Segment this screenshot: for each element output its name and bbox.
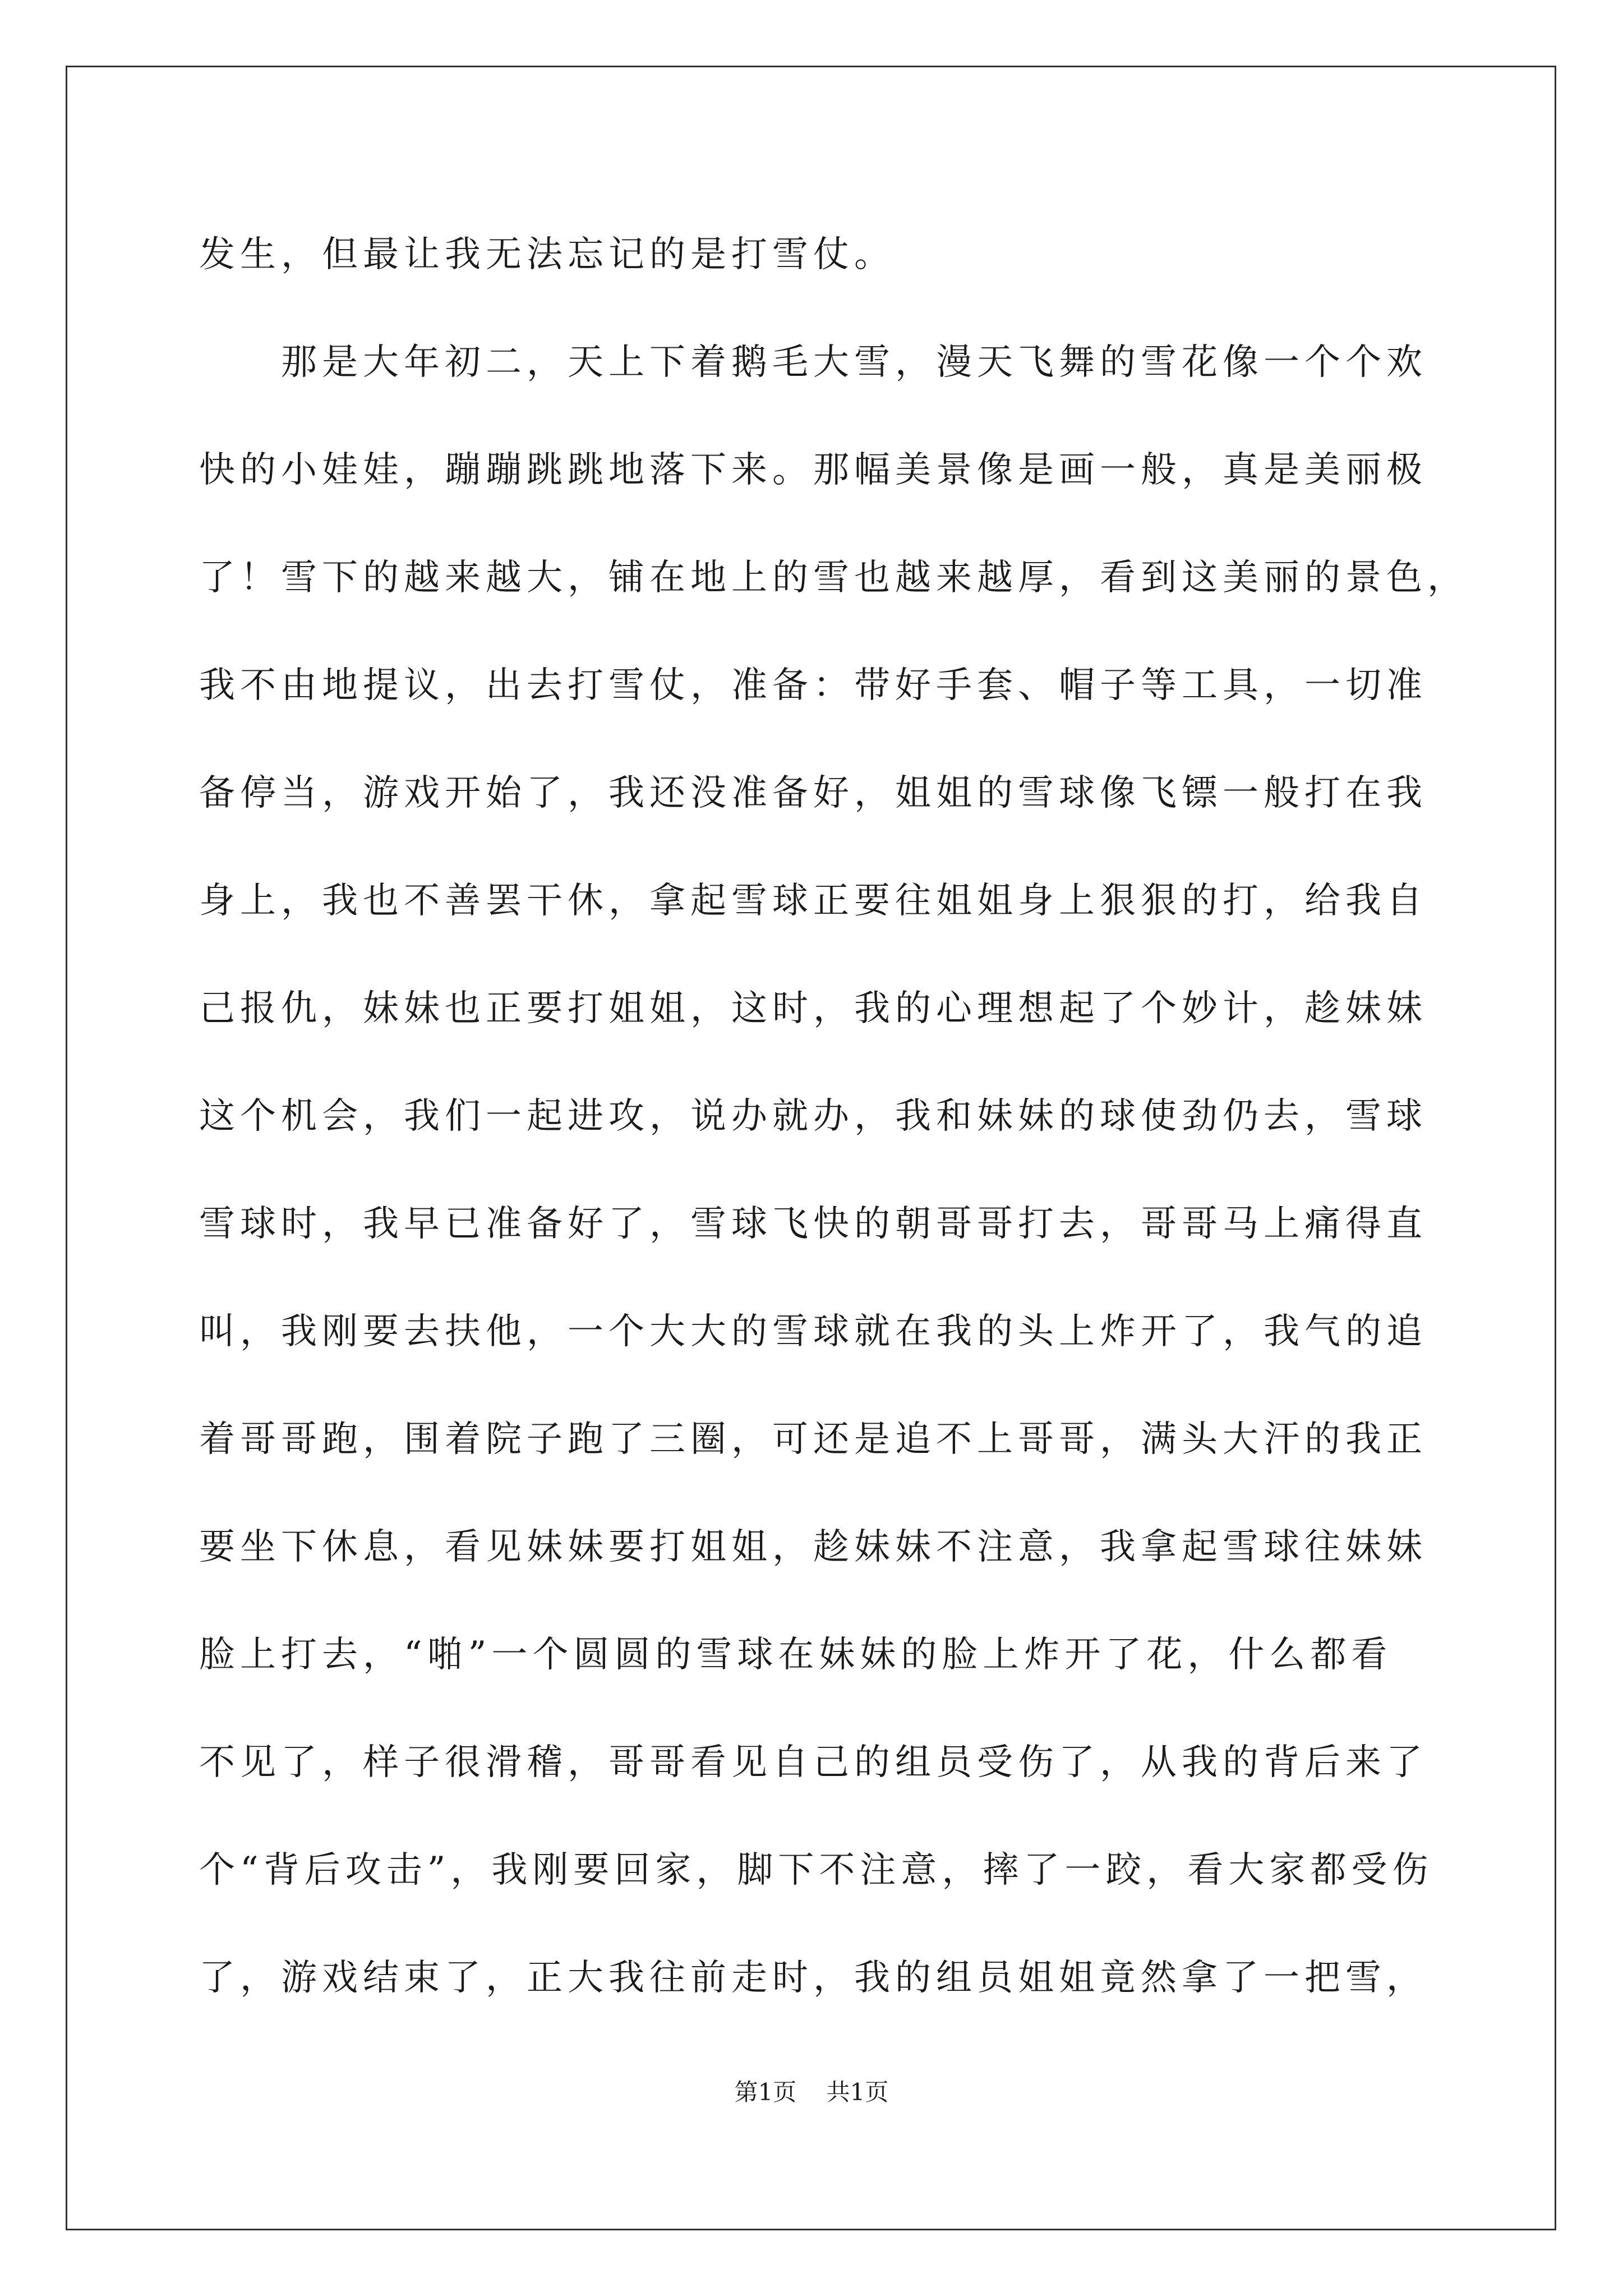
text-line: 雪球时，我早已准备好了，雪球飞快的朝哥哥打去，哥哥马上痛得直: [199, 1203, 1427, 1245]
text-line: 快的小娃娃，蹦蹦跳跳地落下来。那幅美景像是画一般，真是美丽极: [199, 449, 1427, 491]
text-line: 这个机会，我们一起进攻，说办就办，我和妹妹的球使劲仍去，雪球: [199, 1096, 1427, 1137]
text-line: 不见了，样子很滑稽，哥哥看见自己的组员受伤了，从我的背后来了: [199, 1742, 1427, 1783]
text-line: 着哥哥跑，围着院子跑了三圈，可还是追不上哥哥，满头大汗的我正: [199, 1419, 1427, 1460]
page-number: 第1页: [734, 2078, 797, 2106]
text-line: 个“背后攻击”，我刚要回家，脚下不注意，摔了一跤，看大家都受伤: [199, 1849, 1433, 1891]
text-line: 那是大年初二，天上下着鹅毛大雪，漫天飞舞的雪花像一个个欢: [281, 342, 1427, 383]
text-line: 身上，我也不善罢干休，拿起雪球正要往姐姐身上狠狠的打，给我自: [199, 880, 1427, 922]
text-line: 叫，我刚要去扶他，一个大大的雪球就在我的头上炸开了，我气的追: [199, 1311, 1427, 1352]
text-line: 我不由地提议，出去打雪仗，准备：带好手套、帽子等工具，一切准: [199, 665, 1427, 706]
text-line: 己报仇，妹妹也正要打姐姐，这时，我的心理想起了个妙计，趁妹妹: [199, 988, 1427, 1029]
page-total: 共1页: [826, 2078, 889, 2106]
text-line: 了！雪下的越来越大，铺在地上的雪也越来越厚，看到这美丽的景色，: [199, 557, 1468, 599]
text-line: 脸上打去，“啪”一个圆圆的雪球在妹妹的脸上炸开了花，什么都看: [199, 1634, 1393, 1676]
text-line: 要坐下休息，看见妹妹要打姐姐，趁妹妹不注意，我拿起雪球往妹妹: [199, 1526, 1427, 1568]
text-line: 了，游戏结束了，正大我往前走时，我的组员姐姐竟然拿了一把雪，: [199, 1957, 1427, 1999]
page-footer: [0, 2076, 1623, 2109]
text-line: 备停当，游戏开始了，我还没准备好，姐姐的雪球像飞镖一般打在我: [199, 772, 1427, 814]
text-line: 发生，但最让我无法忘记的是打雪仗。: [199, 234, 895, 275]
document-body: [199, 201, 1468, 2032]
